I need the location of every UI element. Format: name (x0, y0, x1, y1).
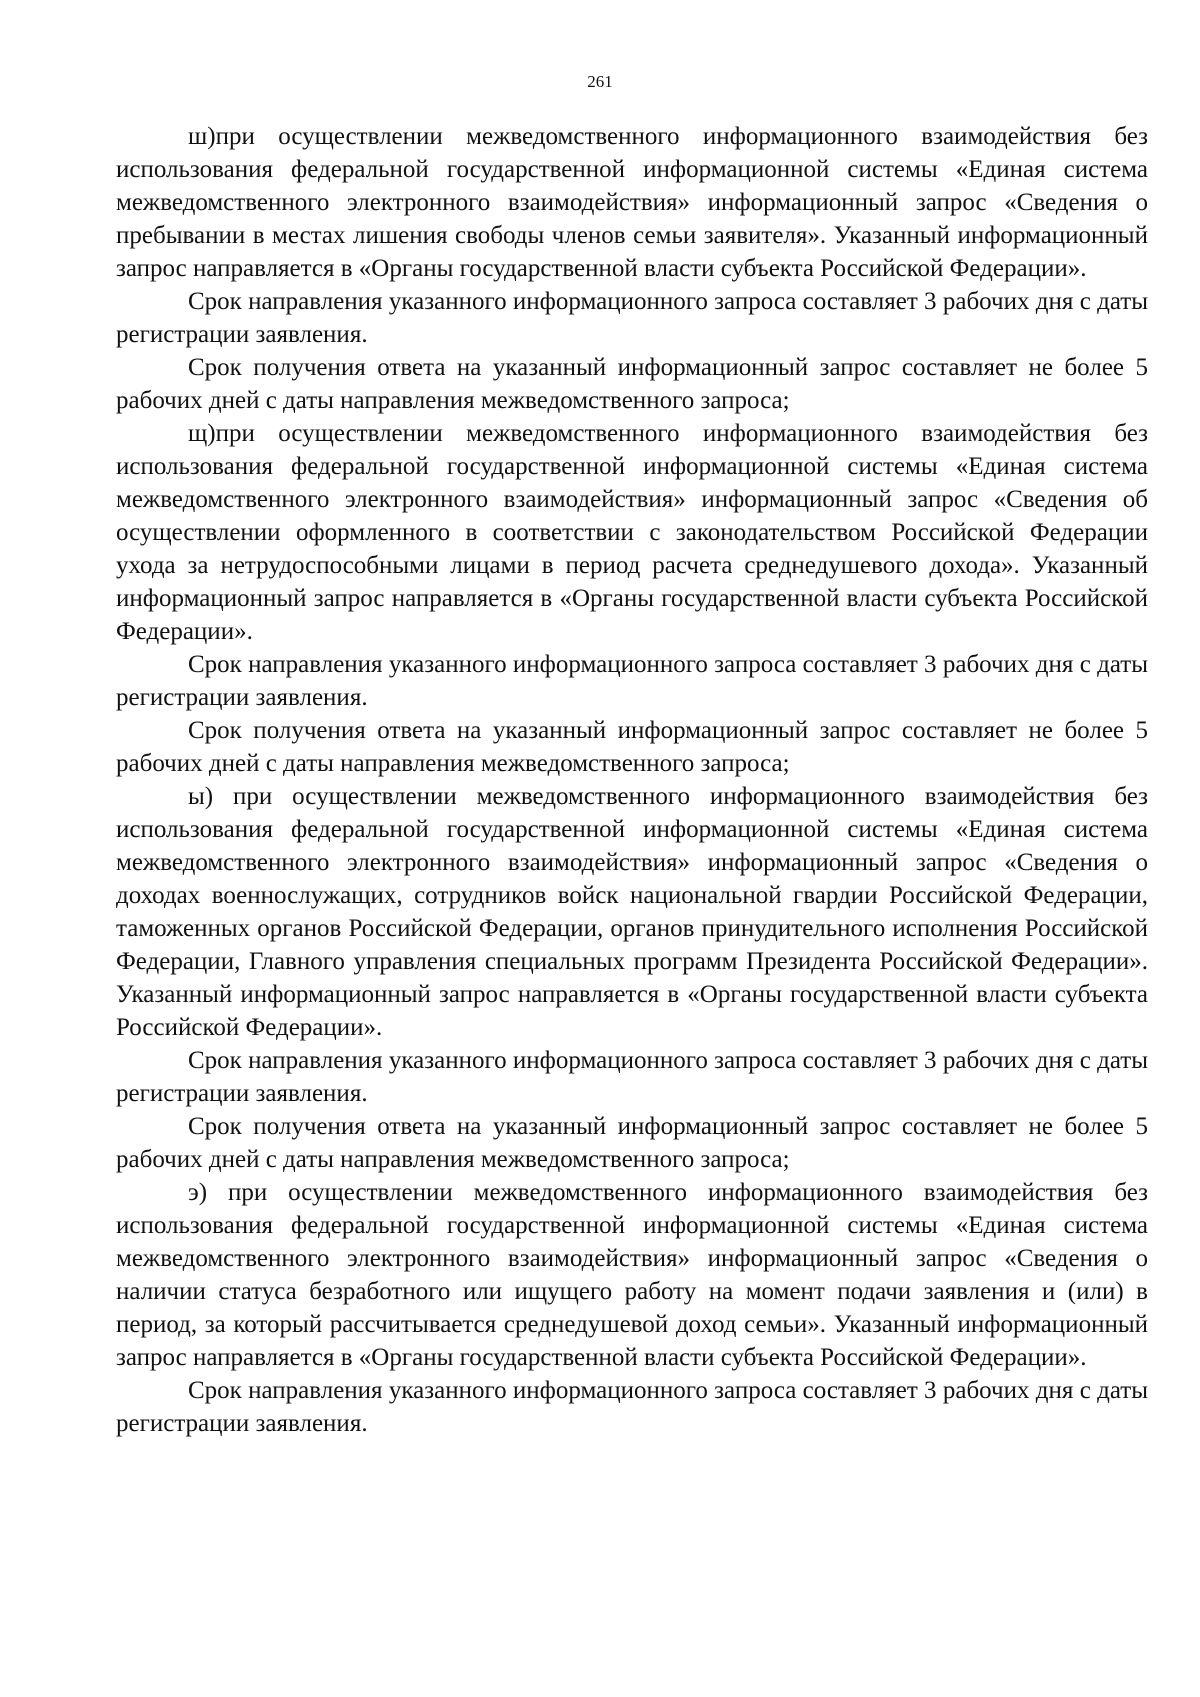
document-body (116, 120, 1148, 1440)
paragraph-response-deadline: Срок получения ответа на указанный информационный запрос составляет не более 5 рабочих дней с даты направления межведомственного запроса; (116, 717, 1148, 777)
paragraph-y-request: ы) при осуществлении межведомственного информационного взаимодействия без использования федеральной государственной информационной системы «Единая система межведомственного электронного взаимодействия» информационный запрос «Сведения о доходах военнослужащих, сотрудников войск национальной гвардии Российской Федерации, таможенных органов Российской Федерации, органов принудительного исполнения Российской Федерации, Главного управления специальных программ Президента Российской Федерации». Указанный информационный запрос направляется в «Органы государственной власти субъекта Российской Федерации». (116, 783, 1148, 1041)
paragraph-sh-request: ш)при осуществлении межведомственного информационного взаимодействия без использования федеральной государственной информационной системы «Единая система межведомственного электронного взаимодействия» информационный запрос «Сведения о пребывании в местах лишения свободы членов семьи заявителя». Указанный информационный запрос направляется в «Органы государственной власти субъекта Российской Федерации». (116, 123, 1148, 282)
paragraph-send-deadline: Срок направления указанного информационного запроса составляет 3 рабочих дня с даты регистрации заявления. (116, 288, 1148, 348)
paragraph-send-deadline: Срок направления указанного информационного запроса составляет 3 рабочих дня с даты регистрации заявления. (116, 1047, 1148, 1107)
paragraph-response-deadline: Срок получения ответа на указанный информационный запрос составляет не более 5 рабочих дней с даты направления межведомственного запроса; (116, 354, 1148, 414)
paragraph-response-deadline: Срок получения ответа на указанный информационный запрос составляет не более 5 рабочих дней с даты направления межведомственного запроса; (116, 1113, 1148, 1173)
paragraph-shch-request: щ)при осуществлении межведомственного информационного взаимодействия без использования федеральной государственной информационной системы «Единая система межведомственного электронного взаимодействия» информационный запрос «Сведения об осуществлении оформленного в соответствии с законодательством Российской Федерации ухода за нетрудоспособными лицами в период расчета среднедушевого дохода». Указанный информационный запрос направляется в «Органы государственной власти субъекта Российской Федерации». (116, 420, 1148, 645)
paragraph-e-request: э) при осуществлении межведомственного информационного взаимодействия без использования федеральной государственной информационной системы «Единая система межведомственного электронного взаимодействия» информационный запрос «Сведения о наличии статуса безработного или ищущего работу на момент подачи заявления и (или) в период, за который рассчитывается среднедушевой доход семьи». Указанный информационный запрос направляется в «Органы государственной власти субъекта Российской Федерации». (116, 1179, 1148, 1371)
paragraph-send-deadline: Срок направления указанного информационного запроса составляет 3 рабочих дня с даты регистрации заявления. (116, 651, 1148, 711)
page-number: 261 (587, 72, 613, 91)
paragraph-send-deadline: Срок направления указанного информационного запроса составляет 3 рабочих дня с даты регистрации заявления. (116, 1377, 1148, 1437)
